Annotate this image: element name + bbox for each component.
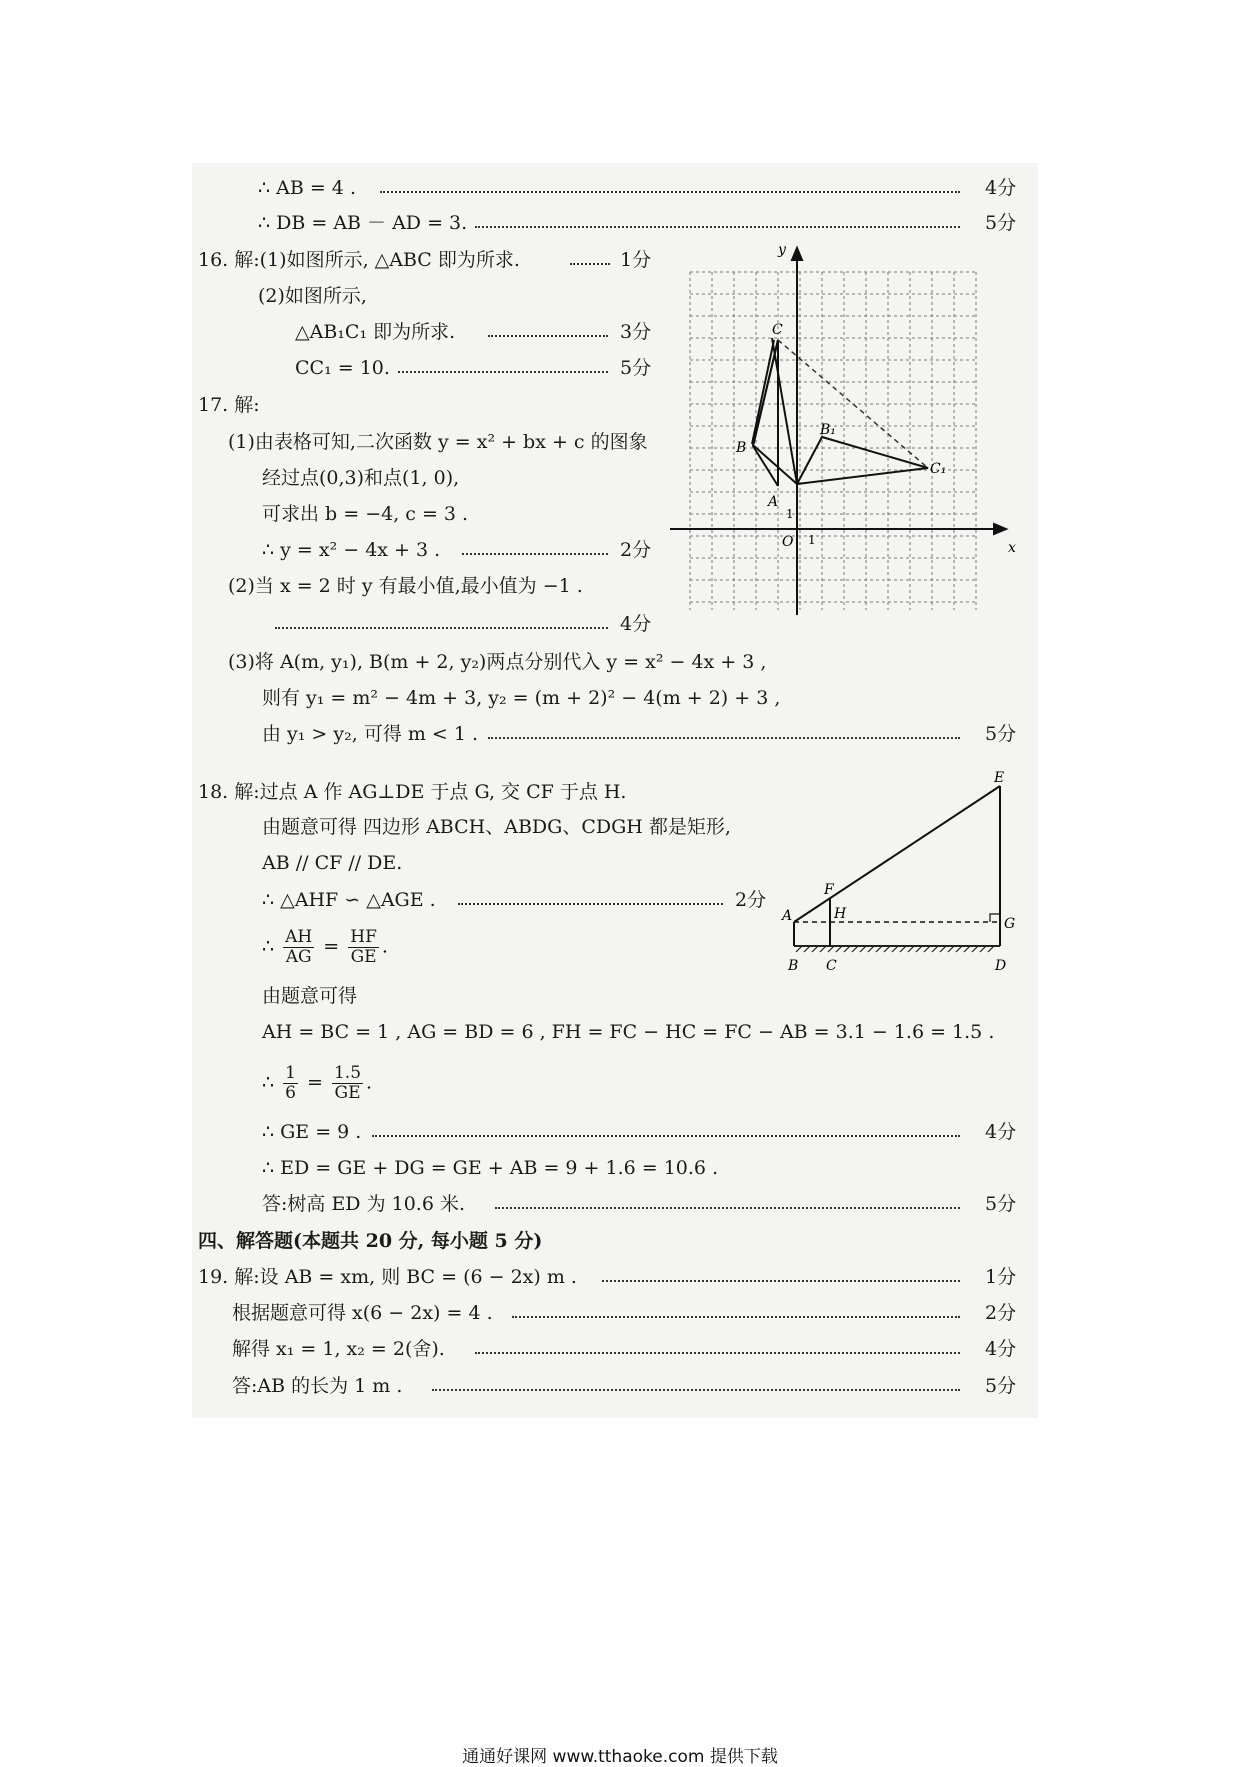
score: 3分 (620, 321, 652, 343)
score: 2分 (620, 539, 652, 561)
tree-height-figure (780, 770, 1030, 980)
numerator: 1.5 (333, 1063, 362, 1083)
x-axis-label: x (1008, 540, 1016, 556)
dot-leader (458, 879, 723, 905)
score: 1分 (985, 1266, 1017, 1288)
point-d-label: D (995, 958, 1007, 974)
coordinate-grid-figure (660, 240, 1020, 630)
point-h-label: H (834, 906, 847, 922)
score: 5分 (620, 357, 652, 379)
fraction-ah-ag (283, 928, 314, 967)
dot-leader (398, 347, 608, 373)
score: 4分 (985, 1121, 1017, 1143)
point-g-label: G (1004, 916, 1016, 932)
score: 5分 (985, 212, 1017, 234)
q17-8: 由 y₁ > y₂, 可得 m < 1 . (262, 723, 479, 745)
dot-leader (462, 529, 608, 555)
q19-1: 19. 解:设 AB = xm, 则 BC = (6 − 2x) m . (198, 1266, 577, 1288)
denominator: GE (350, 947, 377, 967)
point-a-label: A (782, 908, 793, 924)
triangle-ab1c1 (797, 437, 928, 484)
numerator: AH (285, 927, 313, 947)
therefore-sign: ∴ (262, 1071, 275, 1094)
score: 4分 (985, 177, 1017, 199)
q18-head: 18. 解:过点 A 作 AG⊥DE 于点 G, 交 CF 于点 H. (198, 781, 627, 803)
therefore-sign: ∴ (262, 935, 275, 958)
footer-download-credit: 通通好课网 www.tthaoke.com 提供下载 (462, 1747, 778, 1767)
q17-4: ∴ y = x² − 4x + 3 . (262, 539, 441, 561)
x-unit-label: 1 (808, 533, 816, 547)
dot-leader (602, 1256, 960, 1282)
line-ab: ∴ AB = 4 . (258, 177, 356, 199)
dot-leader (432, 1365, 960, 1391)
dot-leader (372, 1111, 960, 1137)
q18-9: ∴ ED = GE + DG = GE + AB = 9 + 1.6 = 10.6 . (262, 1157, 719, 1179)
fraction-1-6 (283, 1064, 298, 1103)
dot-leader (488, 713, 960, 739)
axes (670, 248, 1006, 615)
score: 5分 (985, 1375, 1017, 1397)
q16-4: CC₁ = 10. (295, 357, 390, 379)
figure-lines (794, 786, 1000, 946)
dot-leader (475, 1328, 960, 1354)
ground-hatching (794, 946, 1000, 952)
q17-6: (3)将 A(m, y₁), B(m + 2, y₂)两点分别代入 y = x² − 4x + 3 , (228, 651, 767, 673)
q18-ratio: ∴ $\frac{AH}{AG}$ = $\frac{HF}{GE}$ . (262, 927, 388, 967)
q17-head: 17. 解: (198, 394, 260, 416)
score: 4分 (985, 1338, 1017, 1360)
point-c-label: C (826, 958, 837, 974)
q17-1: (1)由表格可知,二次函数 y = x² + bx + c 的图象 (228, 431, 648, 453)
q19-3: 解得 x₁ = 1, x₂ = 2(舍). (232, 1338, 445, 1360)
denominator: 6 (285, 1083, 296, 1103)
line-db: ∴ DB = AB － AD = 3. (258, 212, 468, 234)
fraction-hf-ge (348, 928, 379, 967)
y-axis-label: y (778, 242, 786, 258)
q16-2: (2)如图所示, (258, 285, 367, 307)
point-c1-label: C₁ (930, 461, 947, 477)
q17-5: (2)当 x = 2 时 y 有最小值,最小值为 −1 . (228, 575, 583, 597)
q18-2: AB // CF // DE. (262, 852, 403, 874)
q17-3: 可求出 b = −4, c = 3 . (262, 503, 469, 525)
score: 5分 (985, 1193, 1017, 1215)
denominator: GE (334, 1083, 361, 1103)
dot-leader (380, 167, 960, 193)
dot-leader (512, 1292, 960, 1318)
q18-5: 由题意可得 (262, 985, 358, 1007)
point-e-label: E (994, 770, 1005, 786)
numerator: 1 (285, 1063, 296, 1083)
dot-leader (275, 603, 608, 629)
q18-6: AH = BC = 1 , AG = BD = 6 , FH = FC − HC = FC − AB = 3.1 − 1.6 = 1.5 . (262, 1021, 995, 1043)
q16-head: 16. 解:(1)如图所示, △ABC 即为所求. (198, 249, 520, 271)
q16-3: △AB₁C₁ 即为所求. (295, 321, 456, 343)
q19-2: 根据题意可得 x(6 − 2x) = 4 . (232, 1302, 493, 1324)
point-b-label: B (736, 440, 747, 456)
q18-3: ∴ △AHF ∽ △AGE . (262, 889, 436, 911)
q18-8: ∴ GE = 9 . (262, 1121, 362, 1143)
q18-ratio2: ∴ $\frac{1}{6}$ = $\frac{1.5}{GE}$ . (262, 1063, 373, 1103)
dot-leader (475, 202, 960, 228)
score: 1分 (620, 249, 652, 271)
point-b1-label: B₁ (820, 422, 836, 438)
dot-leader (488, 311, 608, 337)
score: 2分 (985, 1302, 1017, 1324)
dot-leader (495, 1183, 960, 1209)
section-4-heading: 四、解答题(本题共 20 分, 每小题 5 分) (198, 1230, 543, 1252)
dot-leader (570, 239, 610, 265)
denominator: AG (285, 947, 312, 967)
q18-1: 由题意可得 四边形 ABCH、ABDG、CDGH 都是矩形, (262, 816, 731, 838)
point-c-label: C (772, 322, 783, 338)
score: 5分 (985, 723, 1017, 745)
numerator: HF (350, 927, 377, 947)
point-a-label: A (768, 494, 779, 510)
y-unit-label: 1 (786, 507, 794, 521)
score: 4分 (620, 613, 652, 635)
score: 2分 (735, 889, 767, 911)
q18-10: 答:树高 ED 为 10.6 米. (262, 1193, 466, 1215)
q17-2: 经过点(0,3)和点(1, 0), (262, 467, 460, 489)
point-b-label: B (788, 958, 799, 974)
q17-7: 则有 y₁ = m² − 4m + 3, y₂ = (m + 2)² − 4(m + 2) + 3 , (262, 687, 781, 709)
q19-4: 答:AB 的长为 1 m . (232, 1375, 403, 1397)
fraction-15-ge (332, 1064, 363, 1103)
point-f-label: F (824, 882, 834, 898)
origin-label: O (782, 534, 794, 550)
